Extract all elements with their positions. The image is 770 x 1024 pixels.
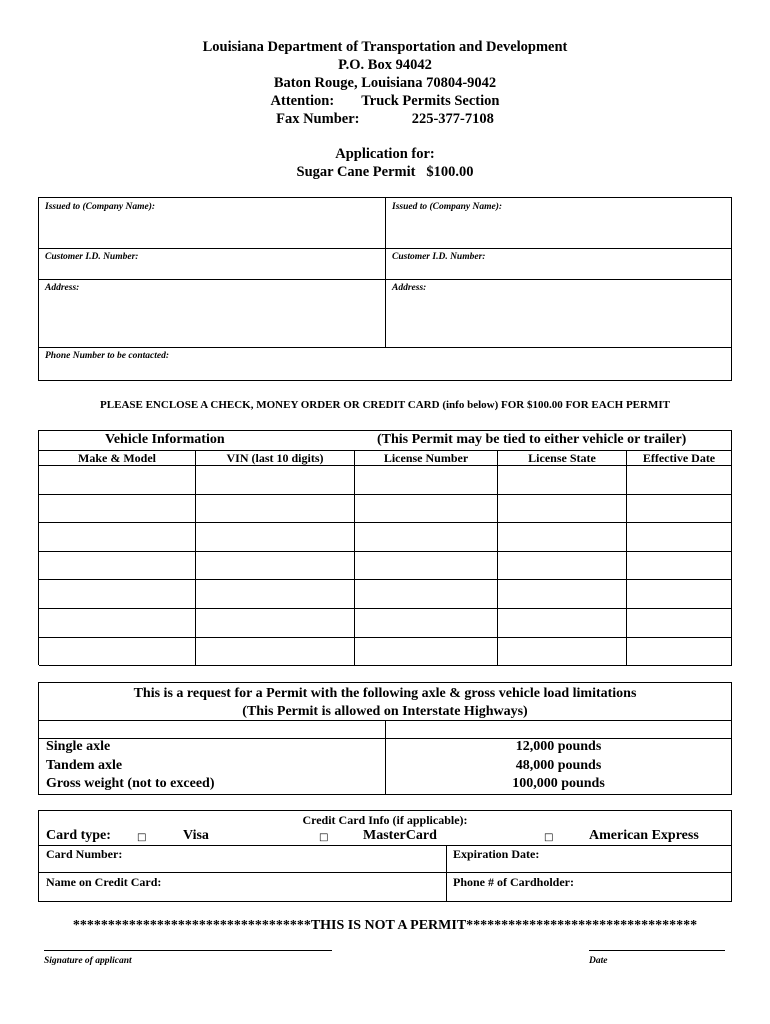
fax-label: Fax Number: bbox=[276, 111, 360, 127]
vehicle-table-cell[interactable] bbox=[627, 523, 732, 552]
vehicle-table-cell[interactable] bbox=[39, 552, 196, 581]
vehicle-title-row bbox=[39, 431, 732, 450]
address-left-label: Address: bbox=[45, 283, 80, 293]
vehicle-table-cell[interactable] bbox=[196, 580, 355, 609]
vehicle-table-cell[interactable] bbox=[39, 638, 196, 667]
vehicle-column-header: VIN (last 10 digits) bbox=[196, 450, 355, 466]
visa-checkbox[interactable]: □ bbox=[137, 832, 147, 843]
vehicle-table-cell[interactable] bbox=[498, 552, 627, 581]
vehicle-column-header: Make & Model bbox=[39, 450, 196, 466]
fax-value: 225-377-7108 bbox=[411, 111, 494, 127]
issued-to-left-label: Issued to (Company Name): bbox=[45, 202, 156, 212]
credit-title: Credit Card Info (if applicable): bbox=[302, 813, 468, 827]
vehicle-title: Vehicle Information bbox=[105, 432, 225, 447]
attention-line bbox=[0, 92, 770, 110]
customer-id-right-label: Customer I.D. Number: bbox=[392, 252, 486, 262]
vehicle-table-cell[interactable] bbox=[627, 495, 732, 524]
axle-limits-box bbox=[38, 682, 732, 795]
vehicle-table-cell[interactable] bbox=[196, 466, 355, 495]
attention-label: Attention: bbox=[270, 93, 335, 109]
dept-name: Louisiana Department of Transportation and Development bbox=[202, 39, 568, 55]
vehicle-table-cell[interactable] bbox=[627, 609, 732, 638]
vehicle-table-cell[interactable] bbox=[498, 609, 627, 638]
signature-label: Signature of applicant bbox=[44, 956, 132, 966]
vehicle-table-cell[interactable] bbox=[196, 609, 355, 638]
vehicle-table-cell[interactable] bbox=[39, 495, 196, 524]
vehicle-column-header: License State bbox=[498, 450, 627, 466]
enclose-notice: PLEASE ENCLOSE A CHECK, MONEY ORDER OR CREDIT CARD (info below) FOR $100.00 FOR EACH PERMIT bbox=[100, 399, 670, 411]
axle-title bbox=[39, 685, 731, 721]
fax-line bbox=[0, 110, 770, 128]
axle-row-value: 48,000 pounds bbox=[515, 757, 602, 773]
header-block bbox=[0, 38, 770, 128]
name-on-card-label: Name on Credit Card: bbox=[46, 875, 162, 889]
axle-title-line2: (This Permit is allowed on Interstate Highways) bbox=[242, 704, 528, 719]
vehicle-table-cell[interactable] bbox=[355, 609, 498, 638]
vehicle-table-cell[interactable] bbox=[355, 466, 498, 495]
axle-row-label: Gross weight (not to exceed) bbox=[46, 776, 215, 791]
vehicle-table-cell[interactable] bbox=[355, 552, 498, 581]
not-a-permit-banner: **********************************THIS IS NOT A PERMIT********************************* bbox=[72, 918, 698, 933]
po-box: P.O. Box 94042 bbox=[338, 57, 432, 73]
mastercard-label: MasterCard bbox=[363, 828, 437, 843]
axle-row-label: Single axle bbox=[46, 739, 111, 754]
row-divider bbox=[39, 248, 731, 249]
credit-card-box bbox=[38, 810, 732, 902]
credit-divider bbox=[39, 872, 731, 873]
vehicle-table-cell[interactable] bbox=[355, 523, 498, 552]
axle-title-line1: This is a request for a Permit with the following axle & gross vehicle load limitations bbox=[133, 686, 637, 701]
date-line[interactable] bbox=[589, 950, 725, 951]
date-label: Date bbox=[589, 956, 608, 966]
vehicle-table-cell[interactable] bbox=[498, 523, 627, 552]
expiration-label: Expiration Date: bbox=[453, 847, 540, 861]
phone-contact-label: Phone Number to be contacted: bbox=[45, 351, 170, 361]
vehicle-note: (This Permit may be tied to either vehicle or trailer) bbox=[377, 432, 687, 447]
company-info-box bbox=[38, 197, 732, 381]
vehicle-column-header: Effective Date bbox=[627, 450, 732, 466]
vehicle-table-cell[interactable] bbox=[196, 523, 355, 552]
credit-divider bbox=[39, 845, 731, 846]
vehicle-table-cell[interactable] bbox=[196, 638, 355, 667]
city-address: Baton Rouge, Louisiana 70804-9042 bbox=[273, 75, 497, 91]
amex-label: American Express bbox=[589, 828, 699, 843]
vehicle-column-header: License Number bbox=[355, 450, 498, 466]
application-for: Application for: bbox=[335, 146, 435, 162]
vehicle-table-cell[interactable] bbox=[39, 580, 196, 609]
visa-label: Visa bbox=[183, 828, 209, 843]
amex-checkbox[interactable]: □ bbox=[544, 832, 554, 843]
vehicle-table-cell[interactable] bbox=[355, 580, 498, 609]
vehicle-table-cell[interactable] bbox=[627, 580, 732, 609]
credit-column-divider bbox=[446, 845, 447, 902]
row-divider bbox=[39, 347, 731, 348]
vehicle-table-cell[interactable] bbox=[196, 552, 355, 581]
cardholder-phone-label: Phone # of Cardholder: bbox=[453, 875, 574, 889]
axle-row-label: Tandem axle bbox=[46, 757, 123, 773]
vehicle-table bbox=[38, 430, 732, 665]
vehicle-table-cell[interactable] bbox=[627, 638, 732, 667]
vehicle-table-cell[interactable] bbox=[498, 580, 627, 609]
vehicle-table-cell[interactable] bbox=[627, 552, 732, 581]
vehicle-table-cell[interactable] bbox=[39, 523, 196, 552]
attention-value: Truck Permits Section bbox=[361, 93, 500, 109]
vehicle-table-cell[interactable] bbox=[39, 609, 196, 638]
issued-to-right-label: Issued to (Company Name): bbox=[392, 202, 503, 212]
row-divider bbox=[39, 279, 731, 280]
customer-id-left-label: Customer I.D. Number: bbox=[45, 252, 139, 262]
company-divider bbox=[385, 198, 386, 347]
vehicle-table-cell[interactable] bbox=[498, 638, 627, 667]
vehicle-table-cell[interactable] bbox=[498, 495, 627, 524]
vehicle-table-cell[interactable] bbox=[39, 466, 196, 495]
vehicle-table-cell[interactable] bbox=[627, 466, 732, 495]
vehicle-table-cell[interactable] bbox=[196, 495, 355, 524]
vehicle-table-cell[interactable] bbox=[355, 495, 498, 524]
vehicle-table-cell[interactable] bbox=[498, 466, 627, 495]
card-type-label: Card type: bbox=[46, 828, 111, 843]
mastercard-checkbox[interactable]: □ bbox=[319, 832, 329, 843]
permit-name: Sugar Cane Permit $100.00 bbox=[296, 164, 474, 180]
axle-row-value: 12,000 pounds bbox=[515, 739, 602, 754]
application-title bbox=[0, 145, 770, 181]
card-number-label: Card Number: bbox=[46, 847, 123, 861]
vehicle-table-cell[interactable] bbox=[355, 638, 498, 667]
axle-row-value: 100,000 pounds bbox=[512, 776, 605, 791]
address-right-label: Address: bbox=[392, 283, 427, 293]
signature-line[interactable] bbox=[44, 950, 332, 951]
